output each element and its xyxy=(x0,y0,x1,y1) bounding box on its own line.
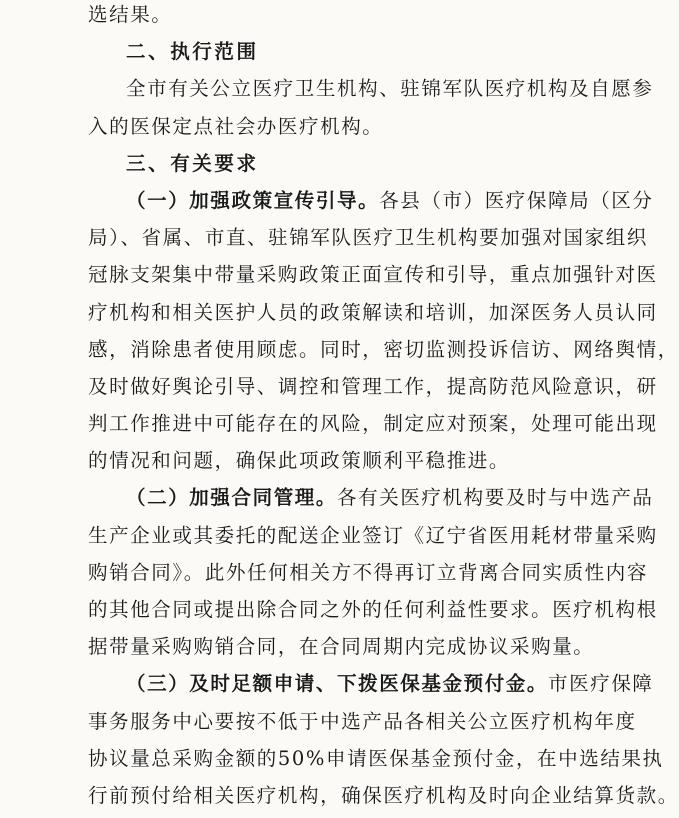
body-text-line: 及时做好舆论引导、调控和管理工作，提高防范风险意识，研 xyxy=(88,374,658,398)
body-text-line: 行前预付给相关医疗机构，确保医疗机构及时向企业结算货款。 xyxy=(88,783,679,807)
body-text-line: 判工作推进中可能存在的风险，制定应对预案，处理可能出现 xyxy=(88,412,658,436)
subsection-title: （二）加强合同管理。 xyxy=(126,486,338,510)
subsection-line xyxy=(88,479,654,516)
subsection-line xyxy=(88,665,654,702)
section-heading: 三、有关要求 xyxy=(126,151,259,175)
body-text-line: 疗机构和相关医护人员的政策解读和培训，加深医务人员认同 xyxy=(88,300,658,324)
subsection-title: （三）及时足额申请、下拨医保基金预付金。 xyxy=(126,672,549,696)
body-text-line: 选结果。 xyxy=(88,3,173,26)
body-text: 市医疗保障 xyxy=(548,672,654,696)
body-text-line: 的情况和问题，确保此项政策顺利平稳推进。 xyxy=(88,449,511,473)
body-text-line: 事务服务中心要按不低于中选产品各相关公立医疗机构年度 xyxy=(88,709,637,733)
body-text-line: 入的医保定点社会办医疗机构。 xyxy=(88,114,384,138)
body-text-line: 冠脉支架集中带量采购政策正面宣传和引导，重点加强针对医 xyxy=(88,263,658,287)
subsection-line xyxy=(88,182,654,219)
body-text-line: 生产企业或其委托的配送企业签订《辽宁省医用耗材带量采购 xyxy=(88,523,658,547)
body-text-line: 购销合同》。此外任何相关方不得再订立背离合同实质性内容 xyxy=(88,560,648,584)
body-text-line: 全市有关公立医疗卫生机构、驻锦军队医疗机构及自愿参 xyxy=(126,77,654,101)
body-text-line: 感，消除患者使用顾虑。同时，密切监测投诉信访、网络舆情， xyxy=(88,337,679,361)
body-text-line: 据带量采购购销合同，在合同周期内完成协议采购量。 xyxy=(88,635,595,659)
body-text: 各有关医疗机构要及时与中选产品 xyxy=(337,486,654,510)
body-text-line: 的其他合同或提出除合同之外的任何利益性要求。医疗机构根 xyxy=(88,598,658,621)
section-heading: 二、执行范围 xyxy=(126,40,259,64)
body-text-line: 局）、省属、市直、驻锦军队医疗卫生机构要加强对国家组织 xyxy=(88,226,648,250)
body-text: 各县（市）医疗保障局（区分 xyxy=(379,188,654,212)
subsection-title: （一）加强政策宣传引导。 xyxy=(126,188,380,212)
body-text-line: 协议量总采购金额的50%申请医保基金预付金，在中选结果执 xyxy=(88,746,664,770)
